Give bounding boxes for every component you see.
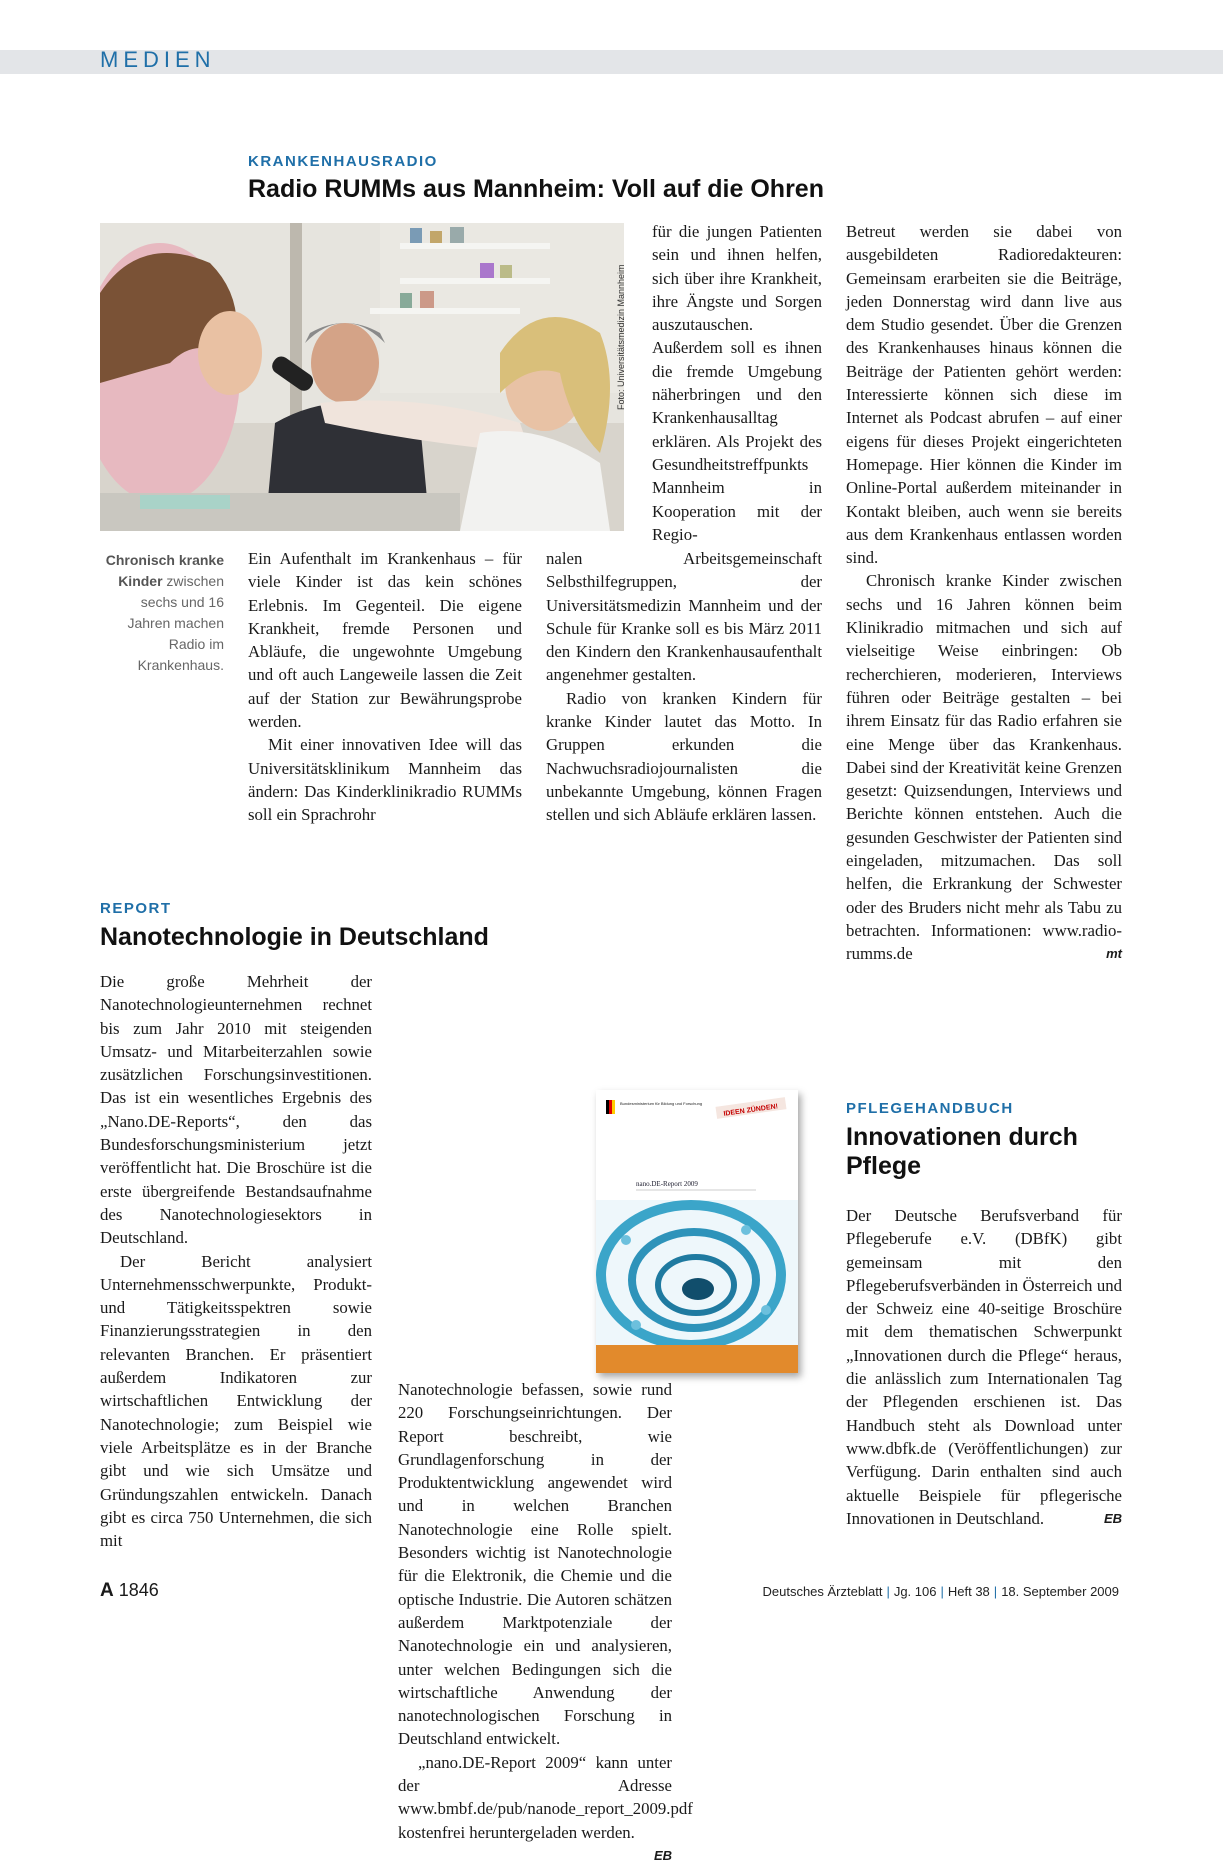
article3-signature: EB xyxy=(1103,1510,1122,1526)
article2-paragraph xyxy=(398,1751,693,1863)
article2-paragraph: Der Bericht analysiert Unternehmensschwerpunkte, Produkt- und Tätigkeitsspektren sowie Finanzierungsstrategien in den relevanten Branchen. Er präsentiert außerdem Indikatoren zur wirtschaftlichen Entwicklung der Nanotechnologie; zum Beispiel wie viele Arbeitsplätze es in der Branche gibt und wie sich Umsätze und Gründungszahlen entwickeln. Danach gibt es circa 750 Unternehmen, die sich mit xyxy=(100,1251,372,1551)
caption-text: zwischen sechs und 16 Jahren machen Radio im Krankenhaus. xyxy=(127,573,224,673)
journal-footer: Deutsches Ärzteblatt | Jg. 106 | Heft 38 | 18. September 2009 xyxy=(762,1584,1119,1599)
journal-volume: Jg. 106 xyxy=(893,1584,937,1599)
cover-report-title: nano.DE-Report 2009 xyxy=(636,1180,698,1188)
article2-paragraph-text: „nano.DE-Report 2009“ kann unter der Adresse www.bmbf.de/pub/nanode_report_2009.pdf kostenfrei heruntergeladen werden. xyxy=(398,1752,693,1842)
article1-paragraph: Mit einer innovativen Idee will das Universitätsklinikum Mannheim das ändern: Das Kinderklinikradio RUMMs soll ein Sprachrohr xyxy=(248,735,522,825)
page-number-value: 1846 xyxy=(118,1580,159,1600)
article1-column-2-bottom xyxy=(546,547,822,827)
photo-caption xyxy=(100,550,224,676)
article1-paragraph: Ein Aufenthalt im Krankenhaus – für viele Kinder ist das kein schönes Erlebnis. Im Gegenteil. Die eigene Krankheit, fremde Personen und Abläufe, die ungewohnte Umgebung und oft auch Langeweile lassen die Zeit auf der Station zur Bewährungsprobe werden. xyxy=(248,549,522,732)
article1-paragraph-text: Chronisch kranke Kinder zwischen sechs und 16 Jahren können beim Klinikradio mitmachen und sich auf vielseitige Weise einbringen: Ob recherchieren, moderieren, Interviews führen oder Beiträge gestalten – bei ihrem Einsatz für das Radio erfahren sie eine Menge über das Krankenhaus. Dabei sind der Kreativität keine Grenzen gesetzt: Quizsendungen, Interviews und Berichte können entstehen. Auch die gesunden Geschwister der Patienten sind eingeladen, mitzumachen. Das soll helfen, die Erkrankung der Schwester oder des Bruders nicht mehr als Tabu zu betrachten. Informationen: www.radio-rumms.de xyxy=(846,571,1122,964)
journal-issue: Heft 38 xyxy=(947,1584,990,1599)
article1-title: Radio RUMMs aus Mannheim: Voll auf die Ohren xyxy=(248,175,824,203)
page-letter: A xyxy=(100,1580,114,1601)
journal-name: Deutsches Ärzteblatt xyxy=(762,1584,883,1599)
article3-paragraph xyxy=(846,1204,1122,1530)
report-cover-image xyxy=(596,1090,798,1373)
article1-column-3 xyxy=(846,220,1122,966)
article1-paragraph: nalen Arbeitsgemeinschaft Selbsthilfegruppen, der Universitätsmedizin Mannheim und der Schule für Kranke soll es bis März 2011 den Kindern den Krankenhausaufenthalt angenehmer gestalten. xyxy=(546,549,822,685)
page-number xyxy=(100,1580,159,1602)
article1-column-2-top xyxy=(652,220,822,546)
article2-signature: EB xyxy=(653,1847,672,1863)
photo-credit: Foto: Universitätsmedizin Mannheim xyxy=(616,264,626,410)
article2-title: Nanotechnologie in Deutschland xyxy=(100,923,489,951)
article1-paragraph: Radio von kranken Kindern für kranke Kinder lautet das Motto. In Gruppen erkunden die Nachwuchsradiojournalisten die unbekannte Umgebung, können Fragen stellen und sich Abläufe erklären lassen. xyxy=(546,688,822,825)
journal-date: 18. September 2009 xyxy=(1001,1584,1119,1599)
article2-paragraph: Nanotechnologie befassen, sowie rund 220 Forschungseinrichtungen. Der Report beschreibt, wie Grundlagenforschung in der Produktentwicklung angewendet wird und in welchen Branchen Nanotechnologie eine Rolle spielt. Besonders wichtig ist Nanotechnologie für die Elektronik, die Chemie und die optische Industrie. Die Autoren schätzen außerdem Marktpotenziale der Nanotechnologie ein und analysieren, unter welchen Bedingungen sich die wirtschaftliche Anwendung der nanotechnologischen Forschung in Deutschland entwickelt. xyxy=(398,1380,672,1749)
article1-paragraph: Betreut werden sie dabei von ausgebildeten Radioredakteuren: Gemeinsam erarbeiten sie die Beiträge, jeden Donnerstag wird dann live aus dem Studio gesendet. Über die Grenzen des Krankenhauses hinaus können die Beiträge der Patienten gehört werden: Interessierte können sich diese im Internet als Podcast abrufen – auf einer eigens für dieses Projekt eingerichteten Homepage. Hier können die Kinder im Online-Portal außerdem miteinander in Kontakt bleiben, auch wenn sie bereits aus dem Krankenhaus entlassen worden sind. xyxy=(846,222,1122,568)
article1-signature: mt xyxy=(1106,946,1122,962)
article3-column xyxy=(846,1204,1122,1530)
article1-paragraph: für die jungen Patienten sein und ihnen helfen, sich über ihre Krankheit, ihre Ängste und Sorgen auszutauschen. Außerdem soll es ihnen die fremde Umgebung näherbringen und den Krankenhausalltag erklären. Als Projekt des Gesundheitstreffpunkts Mannheim in Kooperation mit der Regio- xyxy=(652,222,822,544)
section-label: MEDIEN xyxy=(100,47,216,72)
article1-kicker: KRANKENHAUSRADIO xyxy=(248,153,438,170)
caption-bold: Chronisch kranke Kinder xyxy=(105,552,224,589)
cover-ministry-text: Bundesministerium für Bildung und Forschung xyxy=(620,1101,703,1106)
cover-slogan-text: IDEEN ZÜNDEN! xyxy=(723,1103,779,1118)
article1-column-1 xyxy=(248,547,522,827)
article3-title-line2: Pflege xyxy=(846,1152,922,1180)
article1-paragraph xyxy=(846,569,1122,965)
article2-column-1 xyxy=(100,970,372,1552)
article3-kicker: PFLEGEHANDBUCH xyxy=(846,1100,1014,1117)
article3-title-line1: Innovationen durch xyxy=(846,1123,1078,1151)
article3-paragraph-text: Der Deutsche Berufsverband für Pflegeberufe e.V. (DBfK) gibt gemeinsam mit den Pflegeberufsverbänden in Österreich und der Schweiz eine 40-seitige Broschüre mit dem thematischen Schwerpunkt „Innovationen durch die Pflege“ heraus, die anlässlich zum Internationalen Tag der Pflegenden erschienen ist. Das Handbuch steht als Download unter www.dbfk.de (Veröffentlichungen) zur Verfügung. Darin enthalten sind auch aktuelle Beispiele für pflegerische Innovationen in Deutschland. xyxy=(846,1206,1122,1528)
article1-photo xyxy=(100,223,624,531)
article2-paragraph: Die große Mehrheit der Nanotechnologieunternehmen rechnet bis zum Jahr 2010 mit steigenden Umsatz- und Mitarbeiterzahlen sowie zusätzlichen Forschungsinvestitionen. Das ist ein wesentliches Ergebnis des „Nano.DE-Reports“, den das Bundesforschungsministerium jetzt veröffentlicht hat. Die Broschüre ist die erste übergreifende Bestandsaufnahme des Nanotechnologiesektors in Deutschland. xyxy=(100,972,372,1248)
article2-kicker: REPORT xyxy=(100,900,172,917)
